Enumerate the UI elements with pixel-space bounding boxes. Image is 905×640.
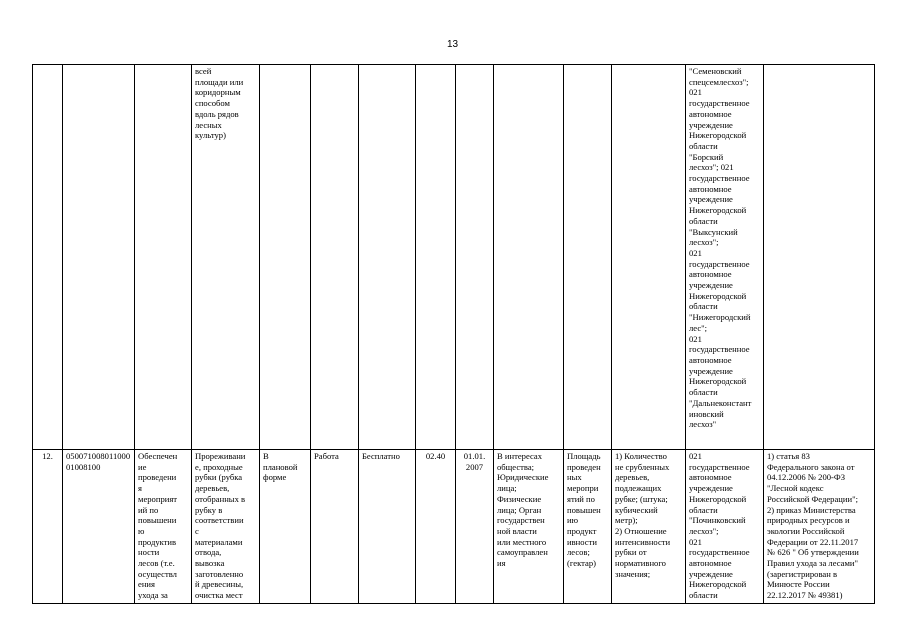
table-row: [33, 450, 875, 604]
cell-form: [260, 65, 311, 450]
cell-service-name: [135, 65, 192, 450]
services-table: [32, 64, 875, 604]
cell-institutions: "Семеновский спецсемлесхоз"; 021 государственное автономное учреждение Нижегородской области "Борский лесхоз"; 021 государственное автономное учреждение Нижегородской области "Выксунский лесхоз"; 021 государственное автономное учреждение Нижегородской области "Нижегородский лес"; 021 государственное автономное учреждение Нижегородской области "Дальнеконстант иновский лесхоз": [686, 65, 764, 450]
cell-work-content: всей площади или коридорным способом вдоль рядов лесных культур): [192, 65, 260, 450]
cell-date: [456, 65, 494, 450]
cell-service-name: Обеспечен ие проведени я мероприят ий по повышени ю продуктив ности лесов (т.е. осуществл ения ухода за: [135, 450, 192, 604]
cell-legal-basis: [764, 65, 875, 450]
cell-okved: 02.40: [416, 450, 456, 604]
cell-payment: [359, 65, 416, 450]
cell-volume-indicator: [564, 65, 612, 450]
cell-number: [33, 65, 63, 450]
cell-legal-basis: 1) статья 83 Федерального закона от 04.12.2006 № 200-ФЗ "Лесной кодекс Российской Федерации"; 2) приказ Министерства природных ресурсов и экологии Российской Федерации от 22.11.2017 № 626 " Об утверждении Правил ухода за лесами" (зарегистрирован в Минюсте России 22.12.2017 № 49381): [764, 450, 875, 604]
cell-form: В плановой форме: [260, 450, 311, 604]
cell-okved: [416, 65, 456, 450]
cell-consumers: В интересах общества; Юридические лица; Физические лица; Орган государствен ной власти или местного самоуправлен ия: [494, 450, 564, 604]
cell-quality-indicator: 1) Количество не срубленных деревьев, подлежащих рубке; (штука; кубический метр); 2) Отношение интенсивности рубки от нормативного значения;: [612, 450, 686, 604]
cell-institutions: 021 государственное автономное учреждение Нижегородской области "Починковский лесхоз"; 021 государственное автономное учреждение Нижегородской области: [686, 450, 764, 604]
cell-payment: Бесплатно: [359, 450, 416, 604]
cell-consumers: [494, 65, 564, 450]
cell-work-content: Прореживани е, проходные рубки (рубка деревьев, отобранных в рубку в соответствии с материалами отвода, вывозка заготовленно й древесины, очистка мест: [192, 450, 260, 604]
page-number: 13: [446, 39, 459, 50]
cell-volume-indicator: Площадь проведен ных меропри ятий по повышен ию продукт ивности лесов; (гектар): [564, 450, 612, 604]
cell-number: 12.: [33, 450, 63, 604]
table-row: [33, 65, 875, 450]
cell-type: Работа: [311, 450, 359, 604]
cell-registry-code: [63, 65, 135, 450]
cell-type: [311, 65, 359, 450]
cell-quality-indicator: [612, 65, 686, 450]
cell-date: 01.01. 2007: [456, 450, 494, 604]
cell-registry-code: 05007100801100001008100: [63, 450, 135, 604]
